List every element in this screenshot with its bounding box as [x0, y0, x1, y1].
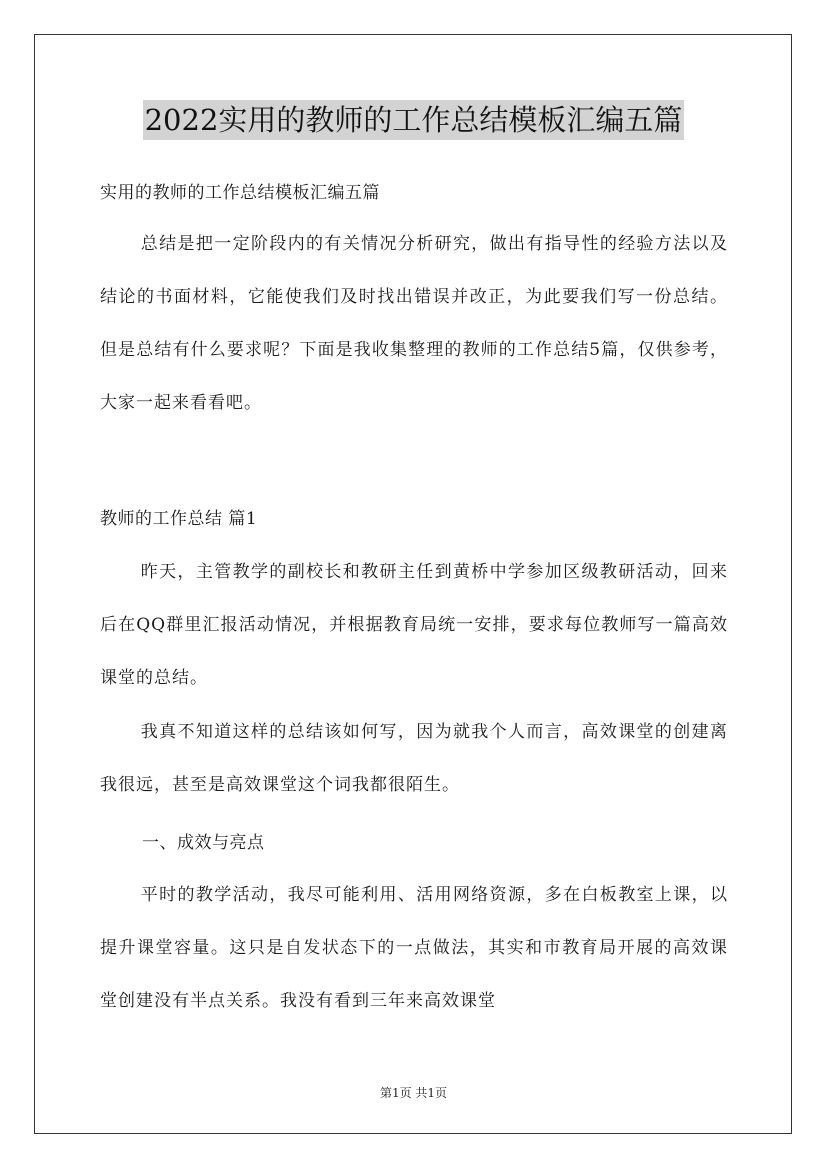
intro-paragraph: 总结是把一定阶段内的有关情况分析研究，做出有指导性的经验方法以及结论的书面材料，它能使我们及时找出错误并改正，为此要我们写一份总结。但是总结有什么要求呢？下面是我收集整理的教师的工作总结5篇，仅供参考，大家一起来看看吧。: [100, 234, 728, 413]
document-subtitle: 实用的教师的工作总结模板汇编五篇: [100, 183, 380, 203]
body-paragraph: 我真不知道这样的总结该如何写，因为就我个人而言，高效课堂的创建离我很远，甚至是高效课堂这个词我都很陌生。: [100, 722, 728, 795]
sub-heading: 一、成效与亮点: [142, 833, 265, 853]
section-heading: 教师的工作总结 篇1: [100, 509, 258, 529]
body-paragraph: 昨天，主管教学的副校长和教研主任到黄桥中学参加区级教研活动，回来后在QQ群里汇报活动情况，并根据教育局统一安排，要求每位教师写一篇高效课堂的总结。: [100, 562, 728, 688]
page-footer: 第1页 共1页: [379, 1086, 448, 1100]
document-title: 2022实用的教师的工作总结模板汇编五篇: [143, 100, 685, 140]
title-container: [0, 100, 827, 140]
body-paragraph: 平时的教学活动，我尽可能利用、活用网络资源，多在白板教室上课，以提升课堂容量。这只是自发状态下的一点做法，其实和市教育局开展的高效课堂创建没有半点关系。我没有看到三年来高效课堂: [100, 885, 728, 1011]
